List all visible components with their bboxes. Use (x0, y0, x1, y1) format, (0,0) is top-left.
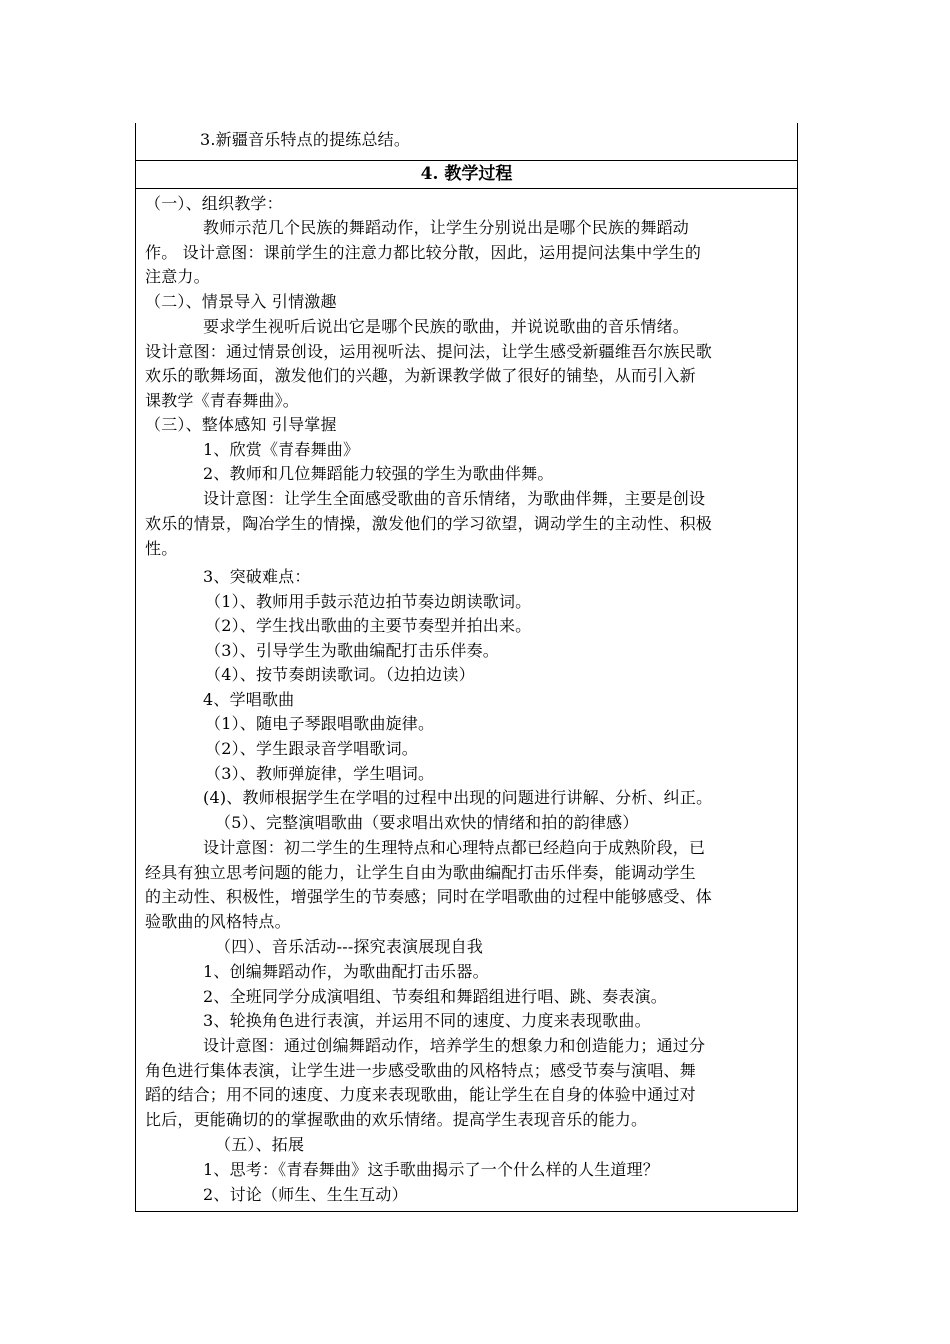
text-line: （一）、组织教学： (145, 194, 283, 213)
previous-row-text: 3.新疆音乐特点的提练总结。 (200, 130, 411, 149)
text-line: 欢乐的情景，陶冶学生的情操，激发他们的学习欲望，调动学生的主动性、积极 (145, 514, 713, 533)
text-line: （2）、学生找出歌曲的主要节奏型并拍出来。 (205, 616, 532, 635)
text-line: 角色进行集体表演，让学生进一步感受歌曲的风格特点；感受节奏与演唱、舞 (145, 1061, 696, 1080)
text-line: （3）、教师弹旋律，学生唱词。 (205, 764, 435, 783)
text-line: （1）、教师用手鼓示范边拍节奏边朗读歌词。 (205, 592, 532, 611)
text-line: 设计意图：通过创编舞蹈动作，培养学生的想象力和创造能力；通过分 (203, 1036, 706, 1055)
text-line: （1）、随电子琴跟唱歌曲旋律。 (205, 714, 435, 733)
text-line: 欢乐的歌舞场面，激发他们的兴趣，为新课教学做了很好的铺垫，从而引入新 (145, 366, 696, 385)
text-line: 比后，更能确切的的掌握歌曲的欢乐情绪。提高学生表现音乐的能力。 (145, 1110, 648, 1129)
text-line: 课教学《青春舞曲》。 (145, 391, 300, 410)
text-line: 3、突破难点： (203, 567, 311, 586)
text-line: 要求学生视听后说出它是哪个民族的歌曲，并说说歌曲的音乐情绪。 (203, 317, 690, 336)
text-line: 4、学唱歌曲 (203, 690, 295, 709)
text-line: 的主动性、积极性，增强学生的节奏感；同时在学唱歌曲的过程中能够感受、体 (145, 887, 713, 906)
text-line: （2）、学生跟录音学唱歌词。 (205, 739, 418, 758)
text-line: 2、讨论（师生、生生互动） (203, 1185, 408, 1204)
text-line: 注意力。 (145, 267, 210, 286)
text-line: 1、思考：《青春舞曲》这手歌曲揭示了一个什么样的人生道理？ (203, 1160, 659, 1179)
text-line: 设计意图：通过情景创设，运用视听法、提问法，让学生感受新疆维吾尔族民歌 (145, 342, 713, 361)
text-line: （5）、完整演唱歌曲（要求唱出欢快的情绪和拍的韵律感） (215, 813, 639, 832)
text-line: （4）、按节奏朗读歌词。（边拍边读） (205, 665, 475, 684)
text-line: 设计意图：让学生全面感受歌曲的音乐情绪，为歌曲伴舞，主要是创设 (203, 489, 706, 508)
text-line: 1、欣赏《青春舞曲》 (203, 440, 360, 459)
text-line: 蹈的结合；用不同的速度、力度来表现歌曲，能让学生在自身的体验中通过对 (145, 1085, 696, 1104)
text-line: （五）、拓展 (215, 1135, 305, 1154)
text-line: 作。 设计意图：课前学生的注意力都比较分散，因此，运用提问法集中学生的 (145, 243, 702, 262)
text-line: （四）、音乐活动---探究表演展现自我 (215, 937, 484, 956)
text-line: 2、全班同学分成演唱组、节奏组和舞蹈组进行唱、跳、奏表演。 (203, 987, 667, 1006)
text-line: (4)、教师根据学生在学唱的过程中出现的问题进行讲解、分析、纠正。 (203, 788, 713, 807)
text-line: 性。 (145, 539, 178, 558)
text-line: 验歌曲的风格特点。 (145, 912, 291, 931)
text-line: 2、教师和几位舞蹈能力较强的学生为歌曲伴舞。 (203, 464, 554, 483)
text-line: 经具有独立思考问题的能力，让学生自由为歌曲编配打击乐伴奏，能调动学生 (145, 863, 696, 882)
section-header: 4. 教学过程 (135, 161, 798, 189)
text-line: 设计意图：初二学生的生理特点和心理特点都已经趋向于成熟阶段，已 (203, 838, 706, 857)
text-line: 1、创编舞蹈动作，为歌曲配打击乐器。 (203, 962, 489, 981)
text-line: 3、轮换角色进行表演，并运用不同的速度、力度来表现歌曲。 (203, 1011, 651, 1030)
text-line: （二）、情景导入 引情激趣 (145, 292, 337, 311)
text-line: 教师示范几个民族的舞蹈动作，让学生分别说出是哪个民族的舞蹈动 (203, 218, 690, 237)
text-line: （3）、引导学生为歌曲编配打击乐伴奏。 (205, 641, 499, 660)
text-line: （三）、整体感知 引导掌握 (145, 415, 337, 434)
